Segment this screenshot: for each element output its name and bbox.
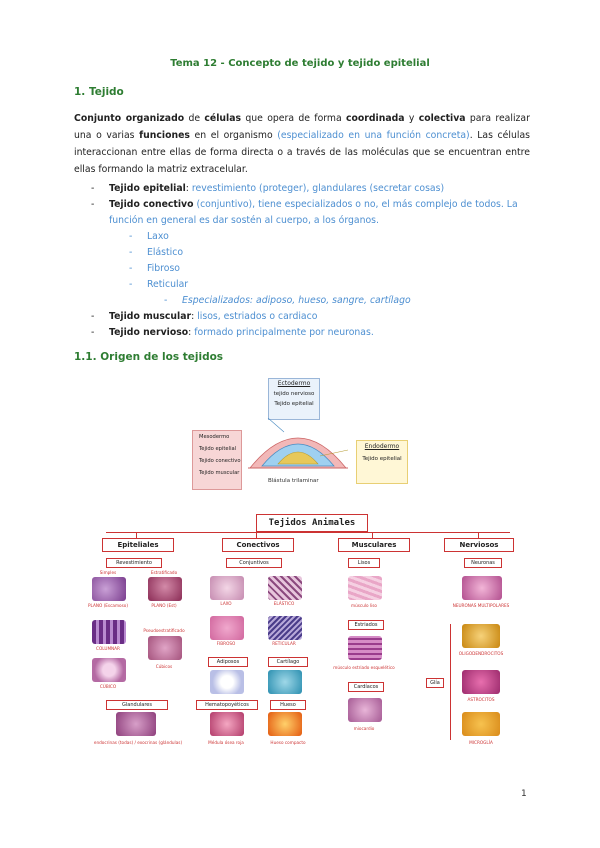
category-nerviosos: Nerviosos bbox=[444, 538, 514, 552]
list-item-muscular: - Tejido muscular: lisos, estriados o cardiaco bbox=[91, 311, 318, 322]
sub-label: Fibroso bbox=[147, 263, 180, 274]
note: (especializado en una función concreta) bbox=[277, 130, 470, 141]
tissue-image bbox=[462, 624, 500, 648]
caption: Pseudoestratificado bbox=[143, 628, 185, 633]
item-sep: : bbox=[191, 311, 198, 322]
caption: Estratificado bbox=[150, 570, 178, 575]
sub-label: Elástico bbox=[147, 247, 184, 258]
animal-tissues-diagram bbox=[86, 512, 514, 754]
ectodermo-title: Ectodermo bbox=[277, 380, 311, 387]
tissue-image bbox=[268, 712, 302, 736]
box-estriados: Estriados bbox=[348, 620, 384, 630]
mesodermo-box bbox=[192, 430, 242, 490]
mesodermo-item: Tejido muscular bbox=[199, 470, 240, 476]
term: células bbox=[204, 113, 242, 124]
sub-label: Laxo bbox=[147, 231, 169, 242]
tissue-image bbox=[462, 576, 502, 600]
text: que opera de forma bbox=[241, 113, 346, 124]
caption: COLUMNAR bbox=[96, 646, 120, 651]
box-neuronas: Neuronas bbox=[464, 558, 502, 568]
sublist-item: - Elástico bbox=[129, 247, 184, 258]
box-glia: Glía bbox=[426, 678, 444, 688]
box-hematopoyeticos: Hematopoyéticos bbox=[196, 700, 258, 710]
box-adiposos: Adiposos bbox=[208, 657, 248, 667]
box-conjuntivos: Conjuntivos bbox=[226, 558, 282, 568]
tissue-image bbox=[92, 620, 126, 644]
category-epiteliales: Epiteliales bbox=[102, 538, 174, 552]
endodermo-box bbox=[356, 440, 408, 484]
tissue-image bbox=[268, 616, 302, 640]
caption: músculo estriado esquelético bbox=[333, 665, 395, 670]
ectodermo-item: Tejido epitelial bbox=[274, 401, 314, 407]
tissue-image bbox=[92, 658, 126, 682]
caption: PLANO (Est) bbox=[151, 603, 177, 608]
term: funciones bbox=[139, 130, 190, 141]
box-hueso: Hueso bbox=[270, 700, 306, 710]
caption: endocrinas (todas) / exocrinas (glándulas) bbox=[93, 740, 183, 745]
section-heading-origen: 1.1. Origen de los tejidos bbox=[74, 351, 224, 363]
caption: Hueso compacto bbox=[270, 740, 306, 745]
tissue-image bbox=[148, 636, 182, 660]
tissue-image bbox=[348, 636, 382, 660]
caption: NEURONAS MULTIPOLARES bbox=[452, 603, 510, 608]
caption: músculo liso bbox=[351, 603, 377, 608]
caption: ELÁSTICO bbox=[273, 601, 295, 606]
ectodermo-item: tejido nervioso bbox=[273, 391, 315, 397]
item-note: formado principalmente por neuronas. bbox=[194, 327, 374, 338]
caption: CÚBICO bbox=[99, 684, 117, 689]
box-cartilago: Cartílago bbox=[268, 657, 308, 667]
item-sep: : bbox=[188, 327, 195, 338]
item-sep: : bbox=[185, 183, 192, 194]
sublist-item: - Laxo bbox=[129, 231, 169, 242]
caption: LAXO bbox=[220, 601, 232, 606]
item-note: (conjuntivo), tiene especializados o no, el más complejo de todos. La función en general es dar sostén al cuerpo, a los órganos. bbox=[109, 199, 518, 226]
tissue-image bbox=[210, 616, 244, 640]
endodermo-item: Tejido epitelial bbox=[362, 456, 402, 462]
tissue-image bbox=[348, 576, 382, 600]
caption: OLIGODENDROCITOS bbox=[458, 651, 504, 656]
text: y bbox=[404, 113, 419, 124]
sub-sub-label: Especializados: adiposo, hueso, sangre, cartílago bbox=[182, 295, 411, 306]
blastula-label: Blástula trilaminar bbox=[268, 478, 319, 484]
section-heading-tejido: 1. Tejido bbox=[74, 86, 124, 98]
item-label: Tejido conectivo bbox=[109, 199, 194, 210]
caption: ASTROCITOS bbox=[467, 697, 495, 702]
sub-label: Reticular bbox=[147, 279, 189, 290]
caption: MICROGLÍA bbox=[469, 740, 493, 745]
tissue-image bbox=[462, 670, 500, 694]
caption: miocardio bbox=[353, 726, 375, 731]
category-musculares: Musculares bbox=[338, 538, 410, 552]
tissue-image bbox=[210, 670, 244, 694]
term: colectiva bbox=[418, 113, 466, 124]
document-title: Tema 12 - Concepto de tejido y tejido epitelial bbox=[170, 58, 430, 69]
tissue-image bbox=[348, 698, 382, 722]
tissue-image bbox=[116, 712, 156, 736]
ectodermo-box bbox=[268, 378, 320, 420]
item-label: Tejido nervioso bbox=[109, 327, 189, 338]
tissue-image bbox=[210, 712, 244, 736]
tissues-title: Tejidos Animales bbox=[256, 514, 368, 532]
definition-paragraph bbox=[74, 110, 530, 178]
text: de bbox=[184, 113, 205, 124]
caption: Cúbicos bbox=[155, 664, 173, 669]
tissue-image bbox=[210, 576, 244, 600]
page-number: 1 bbox=[521, 789, 527, 799]
term: Conjunto organizado bbox=[74, 113, 185, 124]
item-label: Tejido muscular bbox=[109, 311, 192, 322]
term: coordinada bbox=[346, 113, 405, 124]
sublist-item: - Reticular bbox=[129, 279, 189, 290]
mesodermo-item: Mesodermo bbox=[199, 434, 230, 440]
caption: FIBROSO bbox=[216, 641, 236, 646]
text: . Las células interaccionan entre ellas de forma directa o a través de las moléculas que se encuentran entre ellas formando la matriz extracelular. bbox=[74, 130, 530, 175]
tissue-type-list bbox=[91, 181, 531, 341]
blastula-illustration bbox=[248, 418, 348, 482]
caption: PLANO (Escamoso) bbox=[88, 603, 128, 608]
list-item-nervioso: - Tejido nervioso: formado principalmente por neuronas. bbox=[91, 327, 374, 338]
text: en el organismo bbox=[189, 130, 278, 141]
box-cardiacos: Cardíacos bbox=[348, 682, 384, 692]
sublist-item: - Fibroso bbox=[129, 263, 180, 274]
category-conectivos: Conectivos bbox=[222, 538, 294, 552]
list-item-epitelial: - Tejido epitelial: revestimiento (proteger), glandulares (secretar cosas) bbox=[91, 183, 445, 194]
tissue-image bbox=[462, 712, 500, 736]
box-lisos: Lisos bbox=[348, 558, 380, 568]
list-item-conectivo: - Tejido conectivo (conjuntivo), tiene especializados o no, el más complejo de todos. La función en general es dar sostén al cuerpo, a los órganos. bbox=[91, 199, 518, 226]
caption: Médula ósea roja bbox=[208, 740, 244, 745]
caption: RETICULAR bbox=[272, 641, 296, 646]
endodermo-title: Endodermo bbox=[364, 443, 400, 450]
tissue-image bbox=[268, 670, 302, 694]
item-label: Tejido epitelial bbox=[109, 183, 186, 194]
item-note: lisos, estriados o cardiaco bbox=[197, 311, 318, 322]
item-note: revestimiento (proteger), glandulares (secretar cosas) bbox=[191, 183, 445, 194]
mesodermo-item: Tejido epitelial bbox=[199, 446, 237, 452]
box-glandulares: Glandulares bbox=[106, 700, 168, 710]
tissue-image bbox=[148, 577, 182, 601]
caption: Simples bbox=[99, 570, 117, 575]
sub-sublist-item: - Especializados: adiposo, hueso, sangre, cartílago bbox=[164, 295, 411, 306]
mesodermo-item: Tejido conectivo bbox=[199, 458, 241, 464]
text: para realizar una o varias bbox=[74, 113, 530, 141]
tissue-image bbox=[92, 577, 126, 601]
tissue-image bbox=[268, 576, 302, 600]
box-revestimiento: Revestimiento bbox=[106, 558, 162, 568]
